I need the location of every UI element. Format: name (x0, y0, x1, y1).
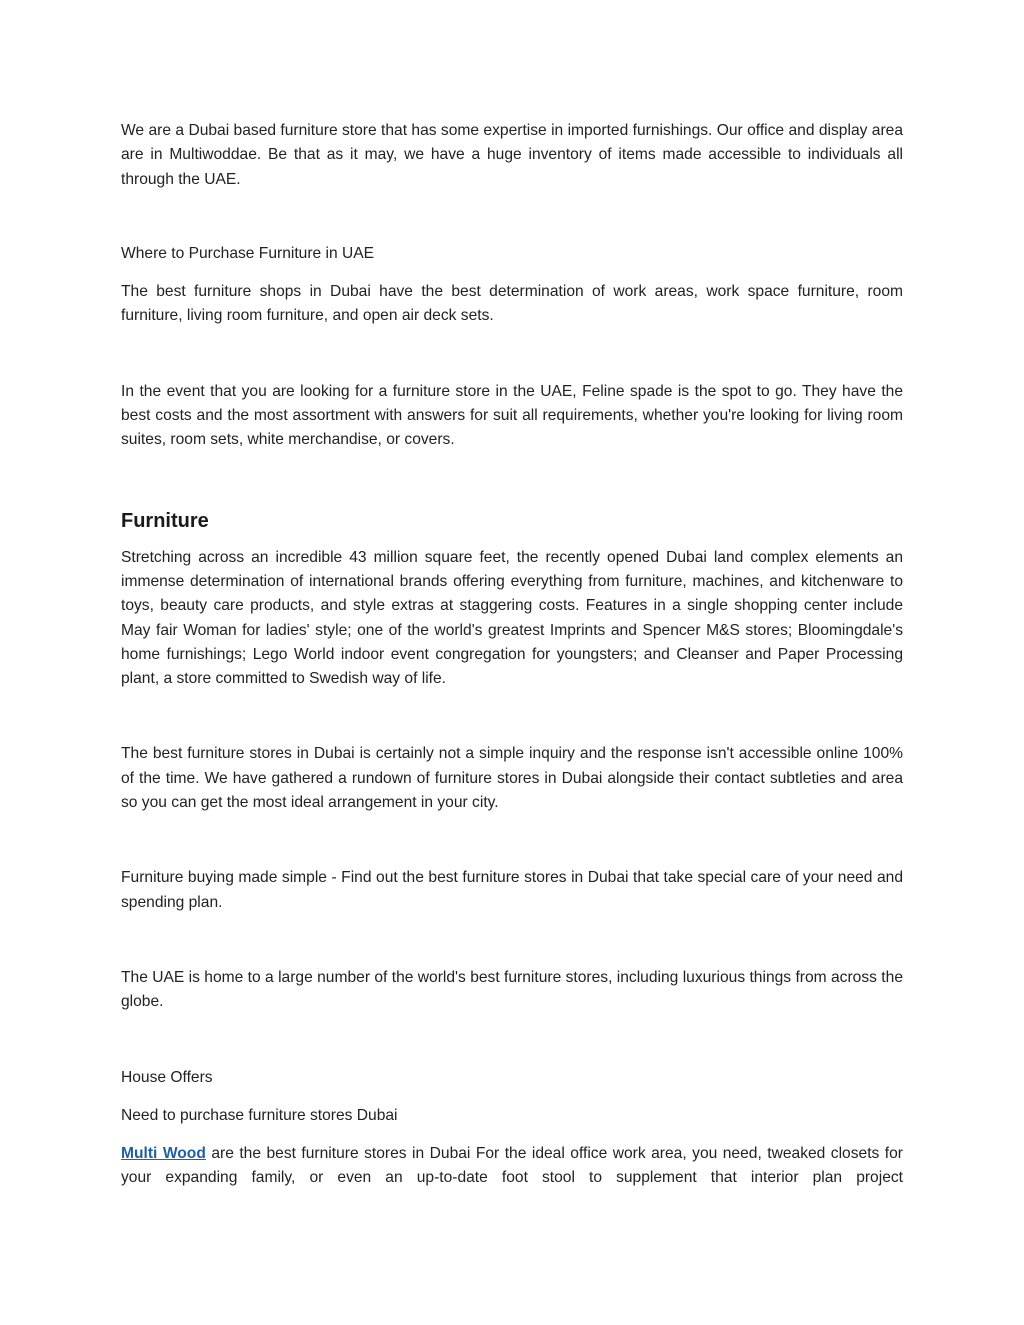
house-offers-line: House Offers (121, 1068, 213, 1086)
document-page (121, 119, 903, 1191)
need-to-purchase-line: Need to purchase furniture stores Dubai (121, 1106, 398, 1124)
intro-paragraph: We are a Dubai based furniture store that has some expertise in imported furnishings. Our office and display area are in Multiwoddae. Be that as it may, we have a huge inventory of items made accessible to individuals all through the UAE. (121, 122, 903, 188)
multi-wood-link[interactable]: Multi Wood (121, 1145, 206, 1163)
furniture-heading: Furniture (121, 509, 209, 532)
buying-paragraph: Furniture buying made simple - Find out the best furniture stores in Dubai that take special care of your need and spending plan. (121, 869, 903, 911)
best-shops-paragraph: The best furniture shops in Dubai have the best determination of work areas, work space furniture, room furniture, living room furniture, and open air deck sets. (121, 283, 903, 325)
multi-wood-paragraph (121, 1142, 903, 1191)
where-to-purchase-line: Where to Purchase Furniture in UAE (121, 244, 375, 262)
stretching-paragraph: Stretching across an incredible 43 million square feet, the recently opened Dubai land complex elements an immense determination of international brands offering everything from furniture, machines, and kitchenware to toys, beauty care products, and style extras at staggering costs. Features in a single shopping center include May fair Woman for ladies' style; one of the world's greatest Imprints and Spencer M&S stores; Bloomingdale's home furnishings; Lego World indoor event congregation for youngsters; and Cleanser and Paper Processing plant, a store committed to Swedish way of life. (121, 548, 903, 688)
uae-paragraph: The UAE is home to a large number of the world's best furniture stores, including luxurious things from across the globe. (121, 968, 903, 1011)
best-stores-paragraph: The best furniture stores in Dubai is certainly not a simple inquiry and the response isn't accessible online 100% of the time. We have gathered a rundown of furniture stores in Dubai alongside their contact subtleties and area so you can get the most ideal arrangement in your city. (121, 745, 903, 812)
feline-paragraph: In the event that you are looking for a furniture store in the UAE, Feline spade is the spot to go. They have the best costs and the most assortment with answers for suit all requirements, whether you're looking for living room suites, room sets, white merchandise, or covers. (121, 382, 903, 449)
multi-wood-paragraph-text: are the best furniture stores in Dubai For the ideal office work area, you need, tweaked closets for your expanding family, or even an up-to-date foot stool to supplement that interior plan project (121, 1145, 903, 1187)
